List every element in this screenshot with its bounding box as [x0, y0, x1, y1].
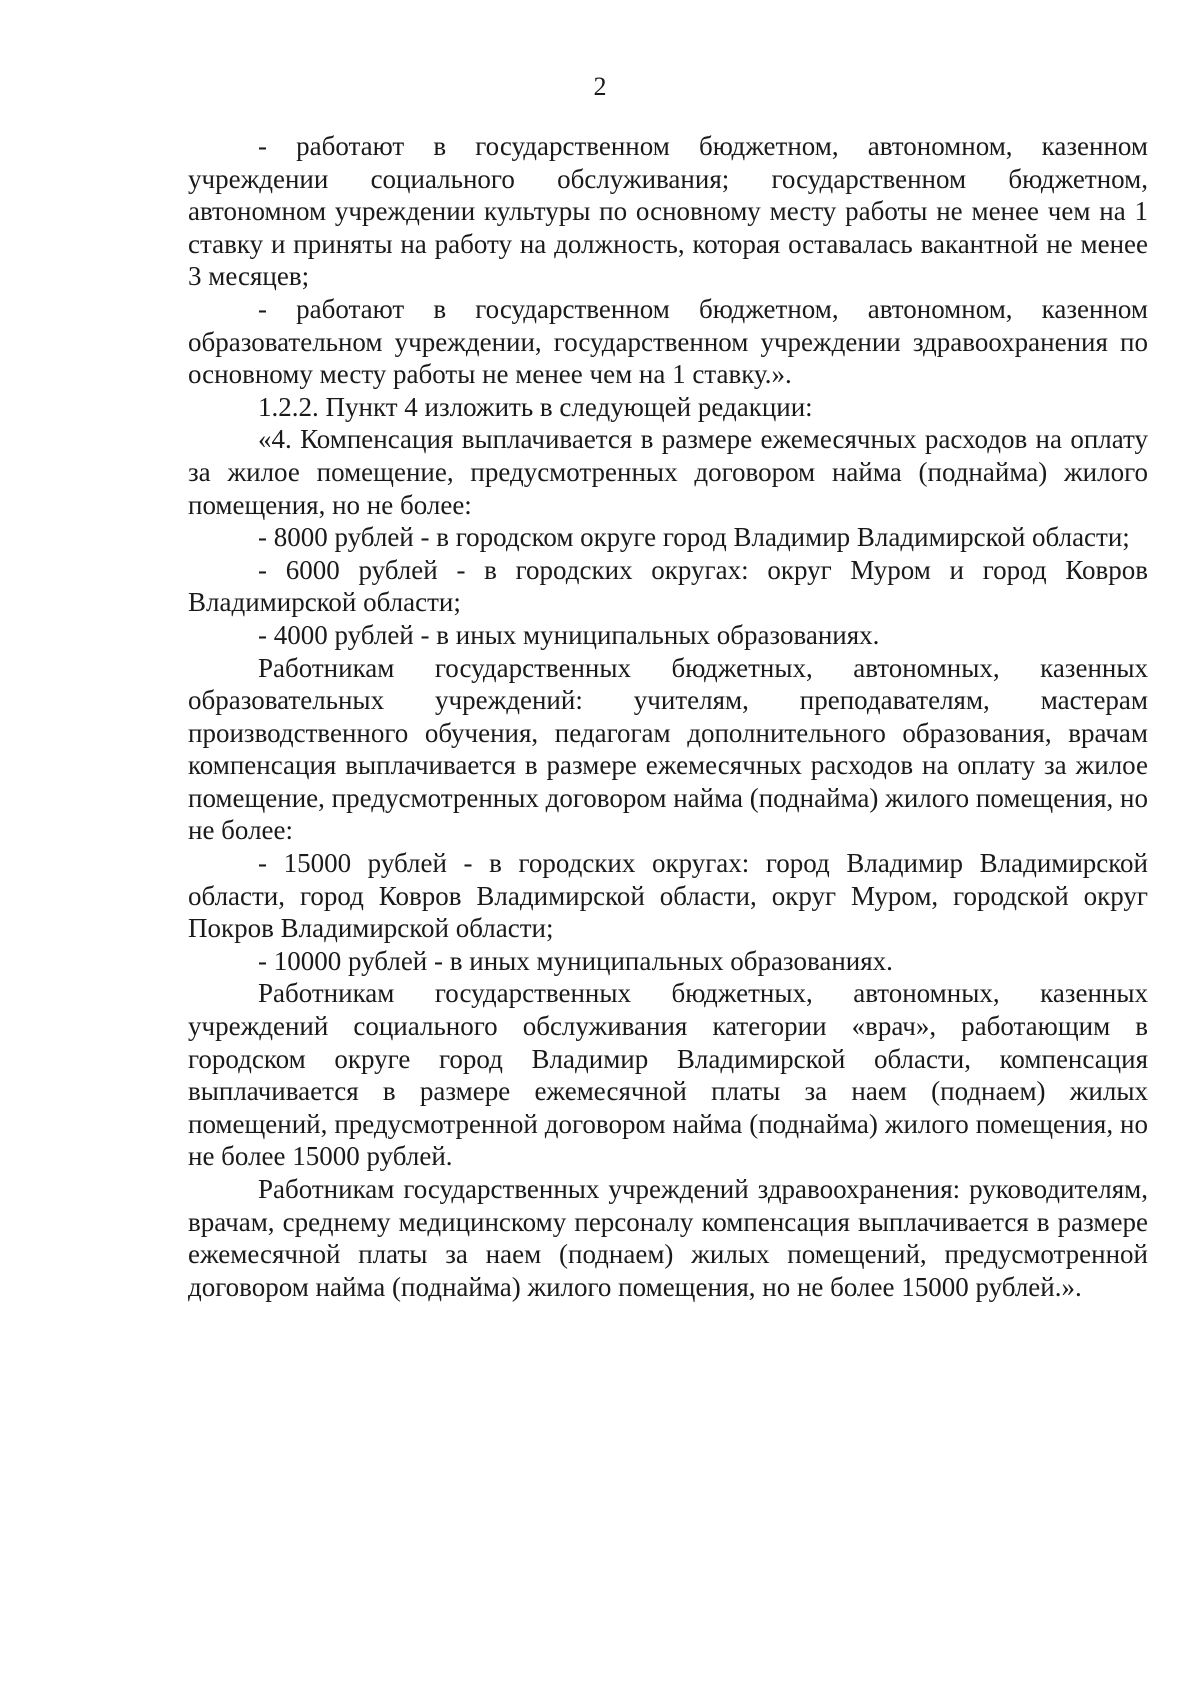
list-item-social-culture: - работают в государственном бюджетном, автономном, казенном учреждении социального обслуживания; государственном бюджетном, автономном учреждении культуры по основному месту работы не менее чем на 1 ставку и приняты на работу на должность, которая оставалась вакантной не менее 3 месяцев;: [188, 131, 1148, 292]
document-body: [188, 130, 1148, 1303]
list-item-6000: - 6000 рублей - в городских округах: округ Муром и город Ковров Владимирской области;: [188, 554, 1148, 618]
amendment-heading: 1.2.2. Пункт 4 изложить в следующей редакции:: [258, 391, 813, 422]
page-number: 2: [593, 72, 607, 101]
paragraph-social-doctors: Работникам государственных бюджетных, автономных, казенных учреждений социального обслуживания категории «врач», работающим в городском округе город Владимир Владимирской области, компенсация выплачивается в размере ежемесячной платы за наем (поднаем) жилых помещений, предусмотренной договором найма (поднайма) жилого помещения, но не более 15000 рублей.: [188, 978, 1148, 1172]
list-item-education-health: - работают в государственном бюджетном, автономном, казенном образовательном учреждении, государственном учреждении здравоохранения по основному месту работы не менее чем на 1 ставку.».: [188, 293, 1148, 390]
list-item-4000: - 4000 рублей - в иных муниципальных образованиях.: [258, 619, 880, 650]
clause-4-intro: «4. Компенсация выплачивается в размере ежемесячных расходов на оплату за жилое помещение, предусмотренных договором найма (поднайма) жилого помещения, но не более:: [188, 424, 1148, 520]
list-item-10000: - 10000 рублей - в иных муниципальных образованиях.: [258, 945, 893, 976]
list-item-15000: - 15000 рублей - в городских округах: город Владимир Владимирской области, город Ковров Владимирской области, округ Муром, городской округ Покров Владимирской области;: [188, 848, 1148, 944]
paragraph-education-workers: Работникам государственных бюджетных, автономных, казенных образовательных учреждений: учителям, преподавателям, мастерам производственного обучения, педагогам дополнительного образования, врачам компенсация выплачивается в размере ежемесячных расходов на оплату за жилое помещение, предусмотренных договором найма (поднайма) жилого помещения, но не более:: [188, 652, 1148, 846]
list-item-8000: - 8000 рублей - в городском округе город Владимир Владимирской области;: [258, 522, 1130, 553]
paragraph-health-workers: Работникам государственных учреждений здравоохранения: руководителям, врачам, среднему медицинскому персоналу компенсация выплачивается в размере ежемесячной платы за наем (поднаем) жилых помещений, предусмотренной договором найма (поднайма) жилого помещения, но не более 15000 рублей.».: [188, 1174, 1148, 1302]
